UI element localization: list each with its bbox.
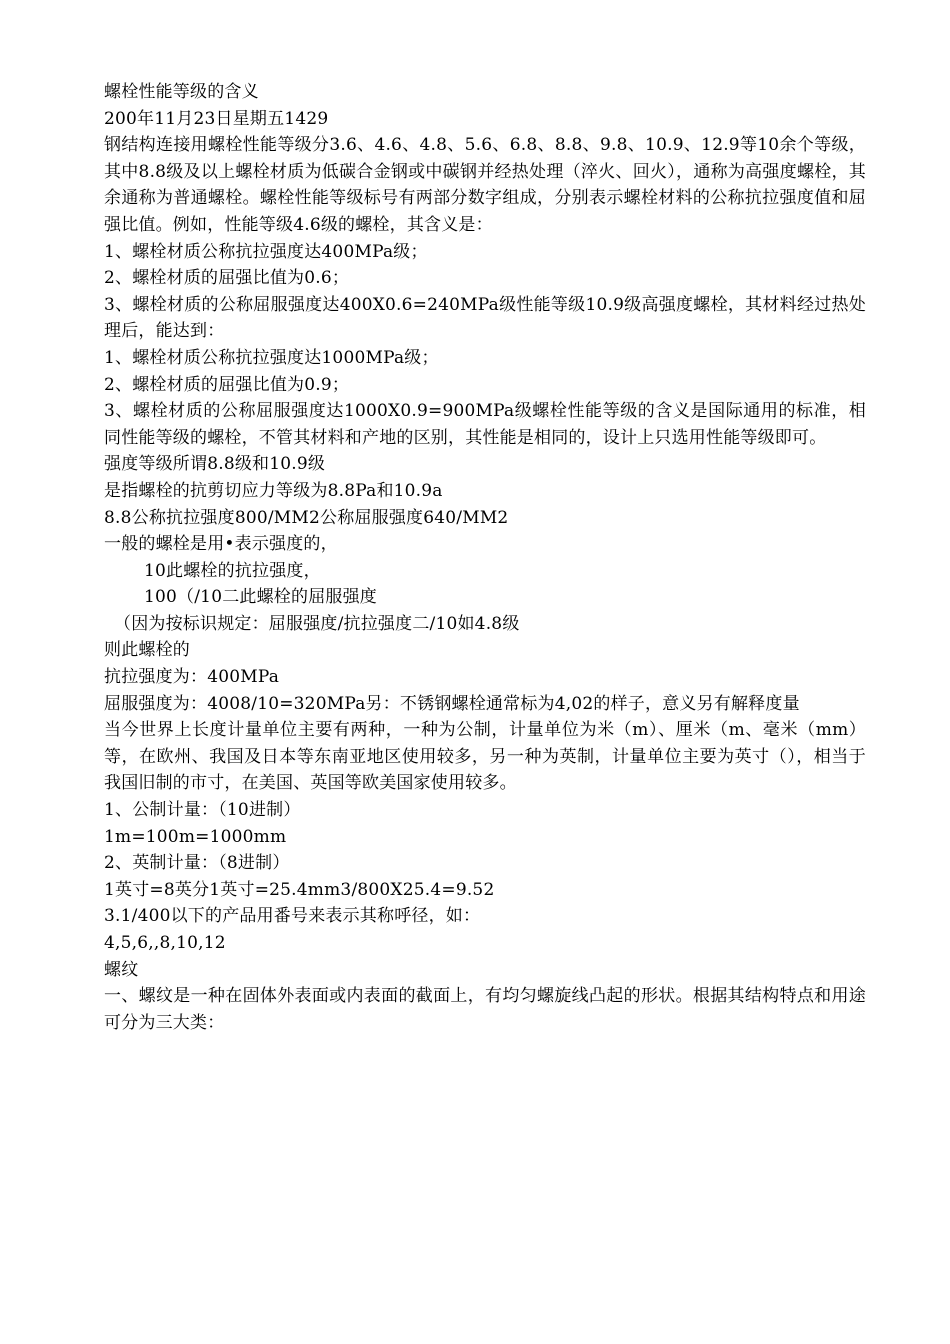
paragraph: 4,5,6,,8,10,12 [104, 933, 226, 953]
paragraph: 1、螺栓材质公称抗拉强度达400MPa级； [104, 241, 428, 262]
paragraph: 强度等级所谓8.8级和10.9级 [104, 454, 326, 475]
paragraph: 一般的螺栓是用•表示强度的， [104, 534, 338, 555]
paragraph: 3.1/400以下的产品用番号来表示其称呼径，如： [104, 906, 481, 927]
paragraph: 屈服强度为：4008/10=320MPa另：不锈钢螺栓通常标为4,02的样子，意义另有解释度量 [104, 693, 800, 714]
paragraph: 100（/10二此螺栓的屈服强度 [144, 587, 378, 608]
paragraph: 一、螺纹是一种在固体外表面或内表面的截面上，有均匀螺旋线凸起的形状。根据其结构特点和用途可分为三大类： [104, 986, 866, 1033]
paragraph: 1、公制计量：（10进制） [104, 800, 301, 821]
paragraph: 是指螺栓的抗剪切应力等级为8.8Pa和10.9a [104, 480, 443, 501]
paragraph: 2、螺栓材质的屈强比值为0.9； [104, 374, 350, 395]
paragraph: （因为按标识规定：屈服强度/抗拉强度二/10如4.8级 [114, 613, 520, 634]
paragraph: 3、螺栓材质的公称屈服强度达400X0.6=240MPa级性能等级10.9级高强度螺栓，其材料经过热处理后，能达到： [104, 294, 866, 342]
paragraph: 3、螺栓材质的公称屈服强度达1000X0.9=900MPa级螺栓性能等级的含义是国际通用的标准，相同性能等级的螺栓，不管其材料和产地的区别，其性能是相同的，设计上只选用性能等级即可。 [104, 401, 866, 448]
paragraph: 1m=100m=1000mm [104, 826, 287, 847]
paragraph: 2、螺栓材质的屈强比值为0.6； [104, 268, 350, 289]
paragraph: 钢结构连接用螺栓性能等级分3.6、4.6、4.8、5.6、6.8、8.8、9.8、10.9、12.9等10余个等级，其中8.8级及以上螺栓材质为低碳合金钢或中碳钢并经热处理（淬火、回火），通称为高强度螺栓，其余通称为普通螺栓。螺栓性能等级标号有两部分数字组成，分别表示螺栓材料的公称抗拉强度值和屈强比值。例如，性能等级4.6级的螺栓，其含义是： [104, 135, 866, 235]
paragraph: 当今世界上长度计量单位主要有两种，一种为公制，计量单位为米（m）、厘米（m、毫米（mm）等，在欧州、我国及日本等东南亚地区使用较多，另一种为英制，计量单位主要为英寸（），相当于我国旧制的市寸，在美国、英国等欧美国家使用较多。 [104, 720, 866, 794]
document-date: 200年11月23日星期五1429 [104, 108, 329, 129]
paragraph: 1英寸=8英分1英寸=25.4mm3/800X25.4=9.52 [104, 879, 495, 900]
paragraph: 2、英制计量：（8进制） [104, 853, 290, 874]
document-title: 螺栓性能等级的含义 [104, 82, 259, 102]
paragraph: 则此螺栓的 [104, 640, 190, 661]
paragraph: 1、螺栓材质公称抗拉强度达1000MPa级； [104, 347, 439, 368]
paragraph: 抗拉强度为：400MPa [104, 667, 280, 688]
paragraph: 10此螺栓的抗拉强度， [144, 560, 321, 581]
paragraph: 螺纹 [104, 959, 139, 980]
paragraph: 8.8公称抗拉强度800/MM2公称屈服强度640/MM2 [104, 507, 509, 528]
